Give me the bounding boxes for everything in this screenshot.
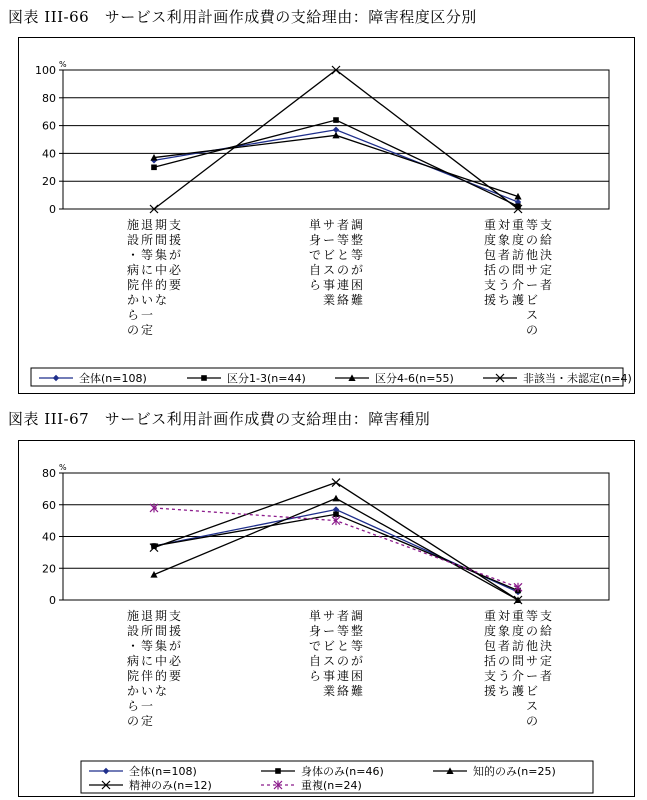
series-4 <box>150 66 522 213</box>
x-category-char: 身 <box>308 233 322 247</box>
x-category-char: 給 <box>539 233 553 247</box>
x-category-char: ビ <box>525 293 539 307</box>
x-category-char: 絡 <box>336 684 350 698</box>
x-category-char: 者 <box>497 248 511 262</box>
legend-label: 全体(n=108) <box>79 372 147 385</box>
x-category-char: 括 <box>483 263 497 277</box>
x-category-char: が <box>168 639 182 653</box>
x-category-char: 訪 <box>511 248 525 262</box>
x-category-char: ビ <box>322 639 336 653</box>
x-category-char: の <box>525 714 539 728</box>
x-category-char: ら <box>308 278 322 292</box>
x-category-char: ス <box>525 699 539 713</box>
x-category-char: 自 <box>308 263 322 277</box>
x-category-char: ビ <box>525 684 539 698</box>
x-category-char: で <box>308 639 322 653</box>
x-category-char: が <box>168 248 182 262</box>
x-category-char: ら <box>126 308 140 322</box>
x-category-char: 調 <box>350 609 364 623</box>
x-category-char: 問 <box>511 654 525 668</box>
x-category-char: う <box>497 669 511 683</box>
x-category-char: 病 <box>126 654 140 668</box>
x-category-char: 難 <box>350 293 364 307</box>
x-category-char: 集 <box>154 639 168 653</box>
y-tick-label: 20 <box>42 562 56 576</box>
x-category-char: 等 <box>140 639 154 653</box>
line-chart-66 <box>19 38 634 393</box>
figure-title-66: 図表 III-66 サービス利用計画作成費の支給理由：障害程度区分別 <box>8 8 477 26</box>
x-category-char: 等 <box>336 624 350 638</box>
data-point <box>332 516 340 525</box>
x-category-char: 護 <box>511 684 525 698</box>
series-line <box>154 70 518 209</box>
x-category-char: 者 <box>336 609 350 623</box>
x-category-char: の <box>497 654 511 668</box>
x-category-char: 自 <box>308 654 322 668</box>
x-category-char: が <box>350 263 364 277</box>
x-category-char: 的 <box>154 278 168 292</box>
x-category-char: ス <box>322 654 336 668</box>
x-category-char: 事 <box>322 278 336 292</box>
x-category-char: 困 <box>350 278 364 292</box>
x-category-char: 病 <box>126 263 140 277</box>
x-category-char: な <box>154 684 168 698</box>
x-category-char: サ <box>525 263 539 277</box>
x-category-char: 設 <box>126 233 140 247</box>
x-category-char: の <box>525 624 539 638</box>
x-category-char: 護 <box>511 293 525 307</box>
x-category-char: 設 <box>126 624 140 638</box>
legend-label: 区分1-3(n=44) <box>227 372 306 385</box>
legend-label: 精神のみ(n=12) <box>129 779 212 792</box>
x-category-char: 間 <box>154 624 168 638</box>
x-category-char: 給 <box>539 624 553 638</box>
x-category-char: 支 <box>168 609 182 623</box>
x-category-char: ・ <box>126 639 140 653</box>
x-category-char: 単 <box>308 609 322 623</box>
x-category-char: 連 <box>336 669 350 683</box>
x-category-char: 期 <box>154 218 168 232</box>
gridlines <box>63 70 609 181</box>
x-category-char: い <box>140 684 154 698</box>
y-tick-label: 80 <box>42 467 56 480</box>
x-category-char: 等 <box>525 609 539 623</box>
x-category-char: サ <box>322 218 336 232</box>
x-category-char: 等 <box>350 639 364 653</box>
x-category-char: 定 <box>140 714 154 728</box>
x-category-char: 包 <box>483 248 497 262</box>
x-category-char: の <box>497 263 511 277</box>
x-category-char: 括 <box>483 654 497 668</box>
y-tick-label: 100 <box>35 64 56 77</box>
y-tick-label: 80 <box>42 91 56 105</box>
x-category-char: 単 <box>308 218 322 232</box>
x-category-char: 連 <box>336 278 350 292</box>
x-category-char: 中 <box>154 654 168 668</box>
x-category-char: 支 <box>168 218 182 232</box>
x-category-char: の <box>336 654 350 668</box>
x-category-char: 的 <box>154 669 168 683</box>
x-category-char: 伴 <box>140 278 154 292</box>
x-category-char: 支 <box>539 609 553 623</box>
x-category-char: 訪 <box>511 639 525 653</box>
x-category-char: ー <box>525 669 539 683</box>
x-category-label <box>309 217 363 307</box>
x-category-label <box>484 608 552 728</box>
x-category-char: い <box>140 293 154 307</box>
x-category-char: 院 <box>126 669 140 683</box>
legend-marker <box>201 375 207 381</box>
series-line <box>154 130 518 202</box>
legend-label: 身体のみ(n=46) <box>301 765 384 778</box>
x-category-char: う <box>497 278 511 292</box>
legend-label: 重複(n=24) <box>301 779 362 792</box>
x-category-char: 所 <box>140 233 154 247</box>
series-3 <box>150 132 521 200</box>
x-category-char: 整 <box>350 624 364 638</box>
x-category-char: 間 <box>154 233 168 247</box>
legend <box>81 761 593 793</box>
x-category-char: 決 <box>539 248 553 262</box>
x-category-char: 決 <box>539 639 553 653</box>
x-category-char: に <box>140 263 154 277</box>
x-category-char: の <box>126 714 140 728</box>
x-category-char: 重 <box>483 609 497 623</box>
series-line <box>154 135 518 196</box>
x-category-char: 度 <box>483 624 497 638</box>
x-category-char: 介 <box>511 669 525 683</box>
x-category-char: 援 <box>483 684 497 698</box>
x-category-char: 院 <box>126 278 140 292</box>
data-point <box>151 165 157 171</box>
chart-frame-67 <box>18 440 635 797</box>
x-category-char: 業 <box>322 684 336 698</box>
legend-label: 区分4-6(n=55) <box>375 372 454 385</box>
data-point <box>333 117 339 123</box>
x-category-char: 度 <box>483 233 497 247</box>
x-category-char: 援 <box>483 293 497 307</box>
x-category-char: 調 <box>350 218 364 232</box>
x-category-char: と <box>336 639 350 653</box>
x-category-char: ち <box>497 684 511 698</box>
x-category-char: 援 <box>168 233 182 247</box>
x-category-char: 絡 <box>336 293 350 307</box>
x-category-label <box>484 217 552 337</box>
legend-label: 全体(n=108) <box>129 765 197 778</box>
y-tick-label: 40 <box>42 530 56 544</box>
x-category-char: 退 <box>140 609 154 623</box>
x-category-char: 度 <box>511 233 525 247</box>
x-category-char: 者 <box>539 278 553 292</box>
x-category-char: 者 <box>336 218 350 232</box>
x-category-char: の <box>525 233 539 247</box>
series-5 <box>150 503 522 591</box>
x-category-char: 一 <box>140 308 154 322</box>
x-category-char: 等 <box>140 248 154 262</box>
plot-area <box>63 70 609 209</box>
x-category-char: が <box>350 654 364 668</box>
x-category-char: 等 <box>525 218 539 232</box>
x-category-char: ー <box>525 278 539 292</box>
x-category-char: 重 <box>511 218 525 232</box>
x-category-char: 要 <box>168 669 182 683</box>
unit-label: % <box>59 463 67 472</box>
legend-label: 非該当・未認定(n=4) <box>523 372 632 385</box>
y-tick-label: 0 <box>49 594 56 607</box>
unit-label: % <box>59 60 67 69</box>
legend-label: 知的のみ(n=25) <box>473 765 556 778</box>
y-tick-label: 60 <box>42 498 56 512</box>
x-category-char: ら <box>308 669 322 683</box>
x-category-char: 支 <box>539 218 553 232</box>
x-category-char: 退 <box>140 218 154 232</box>
x-category-char: サ <box>322 609 336 623</box>
x-category-char: 整 <box>350 233 364 247</box>
x-category-char: 中 <box>154 263 168 277</box>
x-category-char: に <box>140 654 154 668</box>
x-category-label <box>127 217 182 337</box>
x-category-char: 援 <box>168 624 182 638</box>
x-category-char: な <box>154 293 168 307</box>
data-point <box>514 583 522 592</box>
x-category-char: 他 <box>525 248 539 262</box>
x-category-char: 定 <box>140 323 154 337</box>
y-tick-label: 0 <box>49 203 56 216</box>
x-category-char: ・ <box>126 248 140 262</box>
x-category-char: か <box>126 293 140 307</box>
line-chart-67 <box>19 441 634 796</box>
data-point <box>332 479 340 487</box>
x-category-char: サ <box>525 654 539 668</box>
x-category-char: 必 <box>168 654 182 668</box>
x-category-char: の <box>525 323 539 337</box>
x-category-char: 一 <box>140 699 154 713</box>
x-category-char: の <box>336 263 350 277</box>
y-tick-label: 60 <box>42 119 56 133</box>
x-category-char: と <box>336 248 350 262</box>
x-category-label <box>309 608 363 698</box>
x-category-char: 事 <box>322 669 336 683</box>
x-category-char: 伴 <box>140 669 154 683</box>
legend-marker <box>275 768 281 774</box>
x-category-char: ビ <box>322 248 336 262</box>
x-category-char: 重 <box>483 218 497 232</box>
x-category-char: 支 <box>483 278 497 292</box>
x-category-char: 身 <box>308 624 322 638</box>
legend <box>31 368 632 386</box>
x-category-char: 施 <box>126 218 140 232</box>
x-category-char: 者 <box>497 639 511 653</box>
x-category-char: 支 <box>483 669 497 683</box>
x-category-char: で <box>308 248 322 262</box>
x-category-char: 介 <box>511 278 525 292</box>
x-category-char: 象 <box>497 624 511 638</box>
x-category-char: 困 <box>350 669 364 683</box>
x-category-char: 対 <box>497 218 511 232</box>
series-1 <box>151 127 521 206</box>
x-category-char: 期 <box>154 609 168 623</box>
x-category-char: 度 <box>511 624 525 638</box>
y-tick-label: 40 <box>42 147 56 161</box>
x-category-char: 集 <box>154 248 168 262</box>
x-category-char: 定 <box>539 654 553 668</box>
x-category-char: ち <box>497 293 511 307</box>
x-category-char: ら <box>126 699 140 713</box>
data-point <box>332 495 339 502</box>
x-category-char: 等 <box>336 233 350 247</box>
x-category-char: 包 <box>483 639 497 653</box>
data-point <box>150 571 157 578</box>
x-category-char: 対 <box>497 609 511 623</box>
x-category-char: 他 <box>525 639 539 653</box>
x-category-char: 必 <box>168 263 182 277</box>
x-category-char: 問 <box>511 263 525 277</box>
y-tick-label: 20 <box>42 175 56 189</box>
chart-frame-66 <box>18 37 635 394</box>
x-category-char: 業 <box>322 293 336 307</box>
x-category-char: 象 <box>497 233 511 247</box>
x-category-label <box>127 608 182 728</box>
figure-title-67: 図表 III-67 サービス利用計画作成費の支給理由：障害種別 <box>8 410 431 428</box>
x-category-char: ス <box>322 263 336 277</box>
x-category-char: 定 <box>539 263 553 277</box>
x-category-char: 要 <box>168 278 182 292</box>
x-category-char: か <box>126 684 140 698</box>
x-category-char: 者 <box>539 669 553 683</box>
x-category-char: の <box>126 323 140 337</box>
x-category-char: ス <box>525 308 539 322</box>
x-category-char: ー <box>322 233 336 247</box>
x-category-char: 重 <box>511 609 525 623</box>
x-category-char: 難 <box>350 684 364 698</box>
x-category-char: 等 <box>350 248 364 262</box>
x-category-char: 施 <box>126 609 140 623</box>
x-category-char: ー <box>322 624 336 638</box>
x-category-char: 所 <box>140 624 154 638</box>
